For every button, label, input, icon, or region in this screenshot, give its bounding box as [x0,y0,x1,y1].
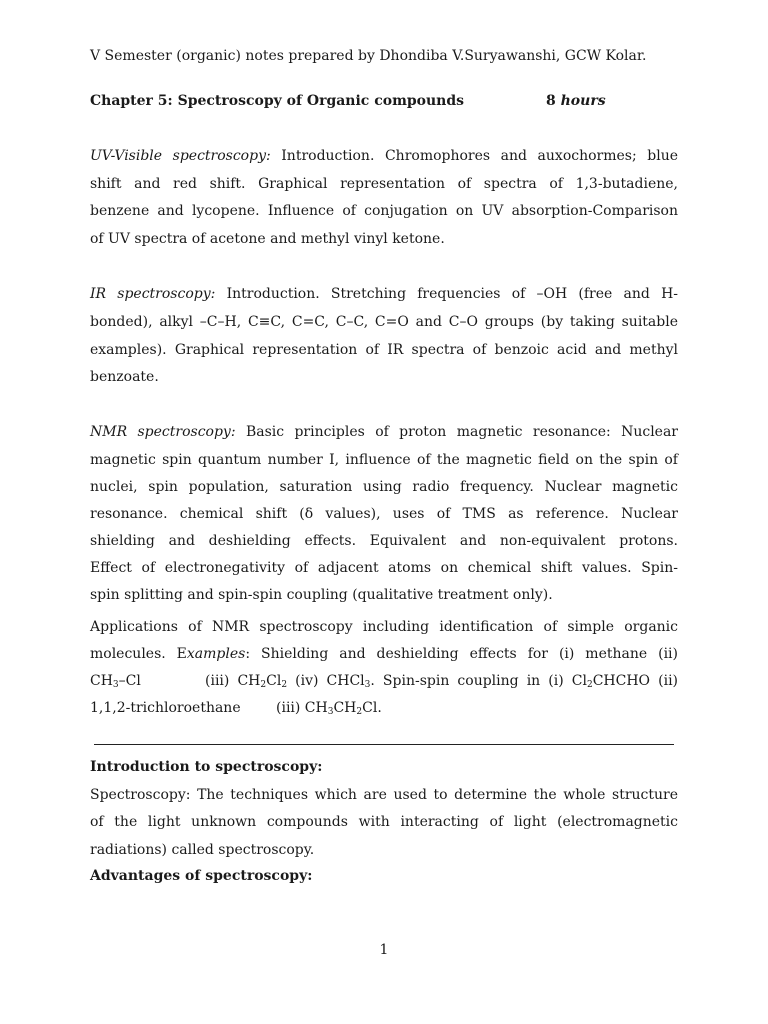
nmr-line-6: Effect of electronegativity of adjacent atoms on chemical shift values. Spin- [90,560,678,576]
formula-sub: 2 [356,707,363,717]
formula-sub: 3 [327,707,334,717]
formula-ch3ch2cl-b: CH [333,700,357,716]
nmr-line-4: resonance. chemical shift (δ values), uses of TMS as reference. Nuclear [90,506,678,522]
examples-italic: xamples [186,646,246,662]
formula-sub: 3 [112,680,119,690]
apps-line-3a [90,673,141,689]
ir-line-2: bonded), alkyl –C–H, C≡C, C=C, C–C, C=O and C–O groups (by taking suitable [90,314,678,330]
formula-ch2cl2-a: (iii) CH [205,673,261,689]
ir-line-1 [90,286,678,302]
apps-line-3-coupling: . Spin-spin coupling in (i) Cl [370,673,587,689]
intro-line-2: of the light unknown compounds with interacting of light (electromagnetic [90,814,678,830]
formula-ch3cl-a: CH [90,673,113,689]
formula-sub: 2 [586,680,593,690]
apps-line-1: Applications of NMR spectroscopy including identification of simple organic [90,619,678,635]
page-number: 1 [379,942,389,958]
formula-ch2cl2-b: Cl [266,673,282,689]
apps-line-4a: 1,1,2-trichloroethane [90,700,241,716]
running-header: V Semester (organic) notes prepared by Dhondiba V.Suryawanshi, GCW Kolar. [90,48,647,64]
formula-sub: 2 [260,680,267,690]
hours-word: hours [560,93,606,109]
uv-line-3: benzene and lycopene. Influence of conjugation on UV absorption-Comparison [90,203,678,219]
ir-line-4: benzoate. [90,369,159,385]
uv-line-4: of UV spectra of acetone and methyl vinyl ketone. [90,231,445,247]
nmr-line-2: magnetic spin quantum number I, influence of the magnetic field on the spin of [90,452,678,468]
chapter-hours [546,93,606,109]
apps-line-2-c: : Shielding and deshielding effects for (i) methane (ii) [245,646,678,662]
formula-chcl3: (iv) CHCl [287,673,365,689]
chapter-title: Chapter 5: Spectroscopy of Organic compounds [90,93,465,109]
nmr-line-1 [90,424,678,440]
formula-sub: 2 [281,680,288,690]
nmr-line-7: spin splitting and spin-spin coupling (qualitative treatment only). [90,587,553,603]
intro-heading: Introduction to spectroscopy: [90,759,323,775]
nmr-line-5: shielding and deshielding effects. Equivalent and non-equivalent protons. [90,533,678,549]
nmr-line-1-text: Basic principles of proton magnetic resonance: Nuclear [245,424,678,440]
hours-number: 8 [546,93,556,109]
apps-line-2 [90,646,678,662]
formula-chcho: CHCHO (ii) [592,673,679,689]
intro-line-1: Spectroscopy: The techniques which are used to determine the whole structure [90,787,678,803]
intro-line-3: radiations) called spectroscopy. [90,842,315,858]
uv-label: UV-Visible spectroscopy: [90,148,271,164]
apps-line-4b [276,700,382,716]
ir-line-3: examples). Graphical representation of IR spectra of benzoic acid and methyl [90,342,678,358]
ir-line-1-text: Introduction. Stretching frequencies of –OH (free and H- [226,286,679,302]
uv-line-2: shift and red shift. Graphical representation of spectra of 1,3-butadiene, [90,176,678,192]
horizontal-rule [94,744,674,745]
formula-ch3ch2cl-a: (iii) CH [276,700,328,716]
formula-ch3cl-c: –Cl [118,673,141,689]
apps-line-3b [205,673,678,689]
nmr-line-3: nuclei, spin population, saturation using radio frequency. Nuclear magnetic [90,479,678,495]
uv-line-1-text: Introduction. Chromophores and auxochormes; blue [281,148,679,164]
uv-line-1 [90,148,678,164]
formula-sub: 3 [364,680,371,690]
ir-label: IR spectroscopy: [90,286,216,302]
apps-line-2-a: molecules. E [90,646,187,662]
nmr-label: NMR spectroscopy: [90,424,236,440]
advantages-heading: Advantages of spectroscopy: [90,868,313,884]
formula-ch3ch2cl-c: Cl. [362,700,382,716]
